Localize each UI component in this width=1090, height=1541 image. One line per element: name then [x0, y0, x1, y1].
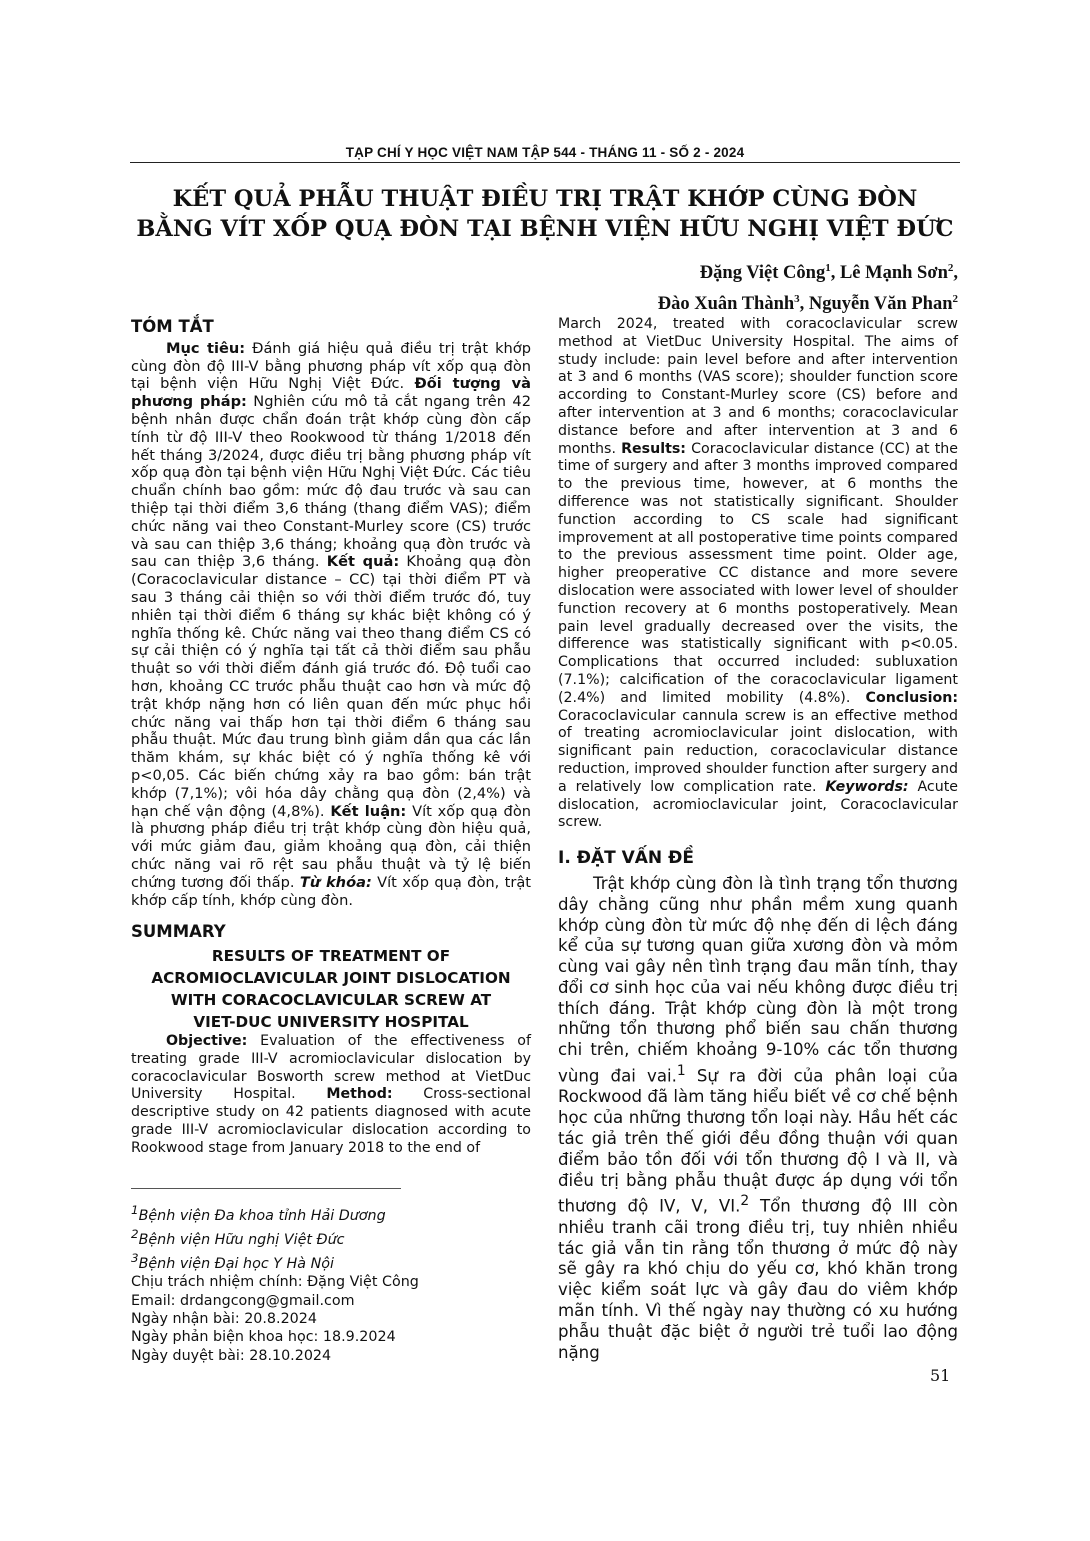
- affiliation-mark: 2: [131, 1226, 139, 1241]
- summary-conclusion-text: Coracoclavicular cannula screw is an effective method of treating acromioclavicular joint dislocation, with significant pain reduction, coracoclavicular distance reduction, improved shoulder function after surgery and a relatively low complication rate.: [558, 707, 958, 795]
- abstract-vi-body: [131, 340, 531, 910]
- author-name: Lê Mạnh Sơn: [839, 263, 948, 284]
- results-label: Kết quả:: [326, 553, 400, 571]
- author-line-1: [658, 255, 958, 286]
- intro-heading: I. ĐẶT VẤN ĐỀ: [558, 848, 694, 869]
- date-received: Ngày nhận bài: 20.8.2024: [131, 1311, 317, 1327]
- author-name: Đặng Việt Công: [699, 263, 826, 284]
- author-separator: ,: [830, 263, 840, 284]
- summary-body-continued: [558, 316, 958, 832]
- author-name: Đào Xuân Thành: [657, 294, 795, 315]
- results-text: Khoảng quạ đòn (Coracoclavicular distance – CC) tại thời điểm PT và sau 3 tháng cải thiện so với thời điểm trước đó, tuy nhiên tại thời điểm 6 tháng sự khác biệt không có ý nghĩa thống kê. Chức năng vai theo thang điểm CS có sự cải thiện có ý nghĩa tại tất cả thời điểm sau phẫu thuật so với thời điểm đánh giá trước đó. Độ tuổi cao hơn, khoảng CC trước phẫu thuật cao hơn và mức độ trật khớp nặng hơn có liên quan đến mức phục hồi chức năng vai thấp hơn tại thời điểm 6 tháng sau phẫu thuật. Mức đau trung bình giảm dần qua các lần thăm khám, sự khác biệt có ý nghĩa thống kê với p<0,05. Các biến chứng xảy ra bao gồm: bán trật khớp (7,1%); vôi hóa dây chằng quạ đòn (2,4%) và hạn chế vận động (4,8%).: [131, 553, 531, 820]
- summary-continued-text: March 2024, treated with coracoclavicular screw method at VietDuc University Hospital. The aims of study include: pain level before and after intervention at 3 and 6 months (VAS score); shoulder function score according to Constant-Murley score (CS) before and after intervention at 3 and 6 months; coracoclavicular distance before and after intervention at 3 and 6 months.: [558, 316, 958, 457]
- summary-keywords-label: Keywords:: [825, 778, 909, 795]
- corresponding-author: Chịu trách nhiệm chính: Đặng Việt Công: [131, 1274, 419, 1291]
- summary-title: [131, 945, 531, 1033]
- title-line-2: BẰNG VÍT XỐP QUẠ ĐÒN TẠI BỆNH VIỆN HỮU NGHỊ VIỆT ĐỨC: [136, 216, 954, 242]
- affiliation-3: [131, 1249, 531, 1273]
- page-number: 51: [930, 1366, 951, 1385]
- author-affiliation-mark: 2: [952, 293, 958, 306]
- author-line-2: [658, 286, 958, 317]
- summary-keywords-text: Acute dislocation, acromioclavicular joint, Coracoclavicular screw.: [558, 778, 958, 831]
- summary-results-text: Coracoclavicular distance (CC) at the time of surgery and after 3 months improved compared to the previous time, however, at 6 months the difference was not statistically significant. Shoulder function according to CS scale had significant improvement at all postoperative time points compared to the previous assessment time point. Older age, higher preoperative CC distance and more severe dislocation were associated with lower level of shoulder function recovery at 6 months postoperatively. Mean pain level gradually decreased over the visits, the difference was statistically significant with p<0.05. Complications that occurred included: subluxation (7.1%); calcification of the coracoclavicular ligament (2.4%) and limited mobility (4.8%).: [558, 440, 958, 706]
- intro-body: [558, 874, 958, 1363]
- affiliation-mark: 1: [131, 1202, 139, 1217]
- intro-text-a: Trật khớp cùng đòn là tình trạng tổn thương dây chằng cũng như phần mềm xung quanh khớp cùng đòn từ mức độ nhẹ đến di lệch đáng kể của sự tương quan giữa xương đòn và mỏm cùng vai gây nên tình trạng đau mãn tính, thay đổi cơ sinh học của vai nếu không được điều trị thích đáng. Trật khớp cùng đòn là một trong những tổn thương phổ biến sau chấn thương chi trên, chiếm khoảng 9-10% các tổn thương vùng đai vai.: [558, 873, 958, 1086]
- date-reviewed: Ngày phản biện khoa học: 18.9.2024: [131, 1329, 396, 1346]
- author-separator: ,: [799, 294, 809, 315]
- summary-method-text: Cross-sectional descriptive study on 42 patients diagnosed with acute grade III-V acromioclavicular dislocation according to Rookwood stage from January 2018 to the end of: [131, 1086, 531, 1156]
- right-column: [558, 316, 958, 1363]
- conclusion-label: Kết luận:: [330, 802, 407, 820]
- keywords-text: Vít xốp quạ đòn, trật khớp cấp tính, khớp cùng đòn.: [131, 873, 531, 909]
- summary-conclusion-label: Conclusion:: [865, 689, 958, 706]
- summary-title-line-4: VIET-DUC UNIVERSITY HOSPITAL: [193, 1013, 469, 1032]
- summary-objective-label: Objective:: [166, 1033, 248, 1050]
- summary-title-line-2: ACROMIOCLAVICULAR JOINT DISLOCATION: [151, 969, 511, 988]
- method-text: Nghiên cứu mô tả cắt ngang trên 42 bệnh nhân được chẩn đoán trật khớp cùng đòn cấp tính từ độ III-V theo Rookwood từ tháng 1/2018 đến hết tháng 3/2024, được điều trị bằng phương pháp vít xốp quạ đòn tại bệnh viện Hữu Nghị Việt Đức. Các tiêu chuẩn chính bao gồm: mức độ đau trước và sau can thiệp tại thời điểm 3,6 tháng (thang điểm VAS); điểm chức năng vai theo Constant-Murley score (CS) trước và sau can thiệp 3,6 tháng; khoảng quạ đòn trước và sau can thiệp 3,6 tháng.: [131, 393, 532, 571]
- footnote-rule: [131, 1188, 401, 1189]
- reference-mark: 1: [676, 1063, 686, 1080]
- summary-heading: SUMMARY: [131, 922, 226, 942]
- reference-mark: 2: [740, 1193, 750, 1210]
- summary-title-line-3: WITH CORACOCLAVICULAR SCREW AT: [170, 991, 492, 1010]
- affiliation-text: Bệnh viện Hữu nghị Việt Đức: [138, 1231, 345, 1248]
- title-line-1: KẾT QUẢ PHẪU THUẬT ĐIỀU TRỊ TRẬT KHỚP CÙNG ĐÒN: [172, 186, 918, 212]
- date-accepted: Ngày duyệt bài: 28.10.2024: [131, 1347, 332, 1364]
- header-rule: [130, 162, 960, 163]
- objective-text: Đánh giá hiệu quả điều trị trật khớp cùng đòn độ III-V bằng phương pháp vít xốp quạ đòn tại bệnh viện Hữu Nghị Việt Đức.: [131, 339, 531, 393]
- affiliation-2: [131, 1225, 531, 1249]
- conclusion-text: Vít xốp quạ đòn là phương pháp điều trị trật khớp cùng đòn hiệu quả, với mức giảm đau, giảm khoảng quạ đòn, cải thiện chức năng vai rõ rệt sau phẫu thuật và tỷ lệ biến chứng tương đối thấp.: [131, 802, 531, 891]
- footnotes: [131, 1201, 531, 1366]
- affiliation-mark: 3: [131, 1251, 139, 1266]
- journal-header: TẠP CHÍ Y HỌC VIỆT NAM TẬP 544 - THÁNG 11 - SỐ 2 - 2024: [345, 145, 745, 160]
- left-column: [131, 318, 531, 1365]
- objective-label: Mục tiêu:: [166, 339, 246, 357]
- author-affiliation-mark: 3: [794, 293, 800, 306]
- author-affiliation-mark: 2: [947, 262, 954, 274]
- intro-text-c: Tổn thương độ III còn nhiều tranh cãi trong điều trị, tuy nhiên nhiều tác giả vẫn tin rằng tổn thương ở mức độ này sẽ gây ra khó chịu do yếu cơ, khó khăn trong việc kiểm soát lực và gây đau do viêm khớp mãn tính. Vì thế ngày nay thường có xu hướng phẫu thuật đặc biệt ở người trẻ tuổi lao động nặng: [558, 1196, 958, 1362]
- affiliation-text: Bệnh viện Đại học Y Hà Nội: [138, 1255, 335, 1272]
- summary-method-label: Method:: [326, 1086, 393, 1103]
- keywords-label: Từ khóa:: [299, 873, 372, 891]
- corresponding-email: Email: drdangcong@gmail.com: [131, 1292, 355, 1309]
- author-name: Nguyễn Văn Phan: [808, 294, 953, 315]
- article-title: [130, 184, 960, 244]
- affiliation-1: [131, 1201, 531, 1225]
- method-label: Đối tượng và phương pháp:: [131, 375, 531, 411]
- author-separator: ,: [953, 263, 958, 284]
- intro-text-b: Sự ra đời của phân loại của Rockwood đã làm tăng hiểu biết về cơ chế bệnh học của những thương tổn loại này. Hầu hết các tác giả trên thế giới đều đồng thuận với quan điểm bảo tồn đối với tổn thương độ I và II, và điều trị bằng phẫu thuật được áp dụng với tổn thương độ IV, V, VI.: [558, 1066, 959, 1216]
- affiliation-text: Bệnh viện Đa khoa tỉnh Hải Dương: [138, 1207, 386, 1224]
- summary-body-start: [131, 1033, 531, 1158]
- summary-title-line-1: RESULTS OF TREATMENT OF: [211, 947, 451, 966]
- summary-results-label: Results:: [621, 440, 686, 457]
- abstract-heading: TÓM TẮT: [131, 317, 214, 336]
- author-affiliation-mark: 1: [825, 262, 831, 274]
- author-list: [658, 255, 958, 317]
- summary-objective-text: Evaluation of the effectiveness of treating grade III-V acromioclavicular dislocation by coracoclavicular Bosworth screw method at VietDuc University Hospital.: [131, 1033, 531, 1103]
